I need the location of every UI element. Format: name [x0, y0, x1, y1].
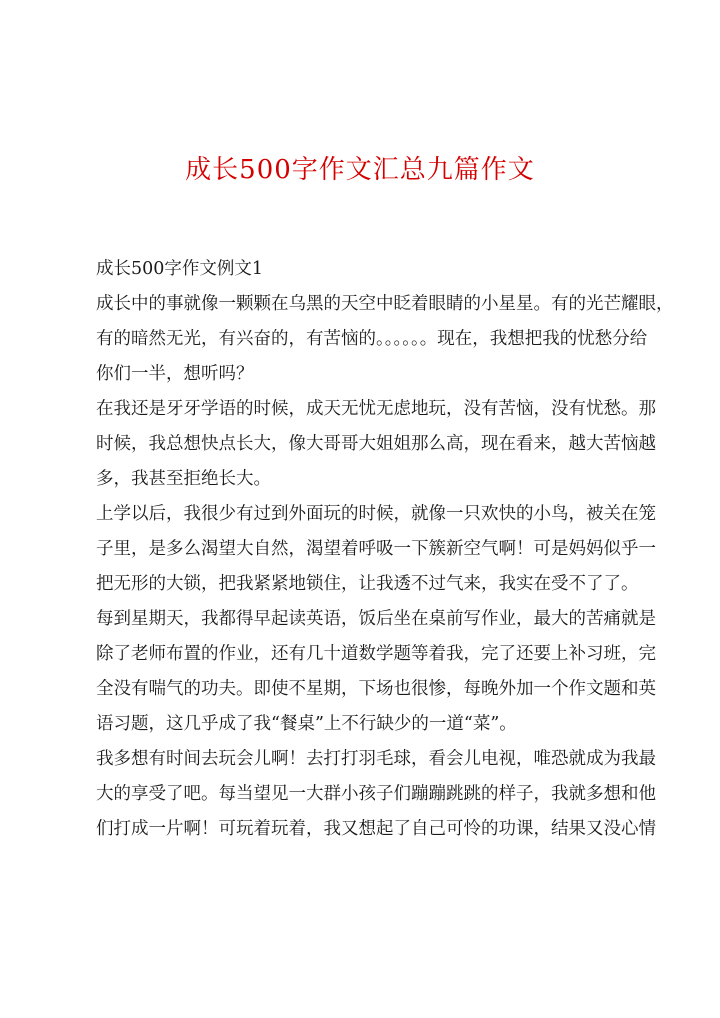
text-line: 在我还是牙牙学语的时候，成天无忧无虑地玩，没有苦恼，没有忧愁。那 — [96, 399, 656, 419]
text-line: 全没有喘气的功夫。即使不星期，下场也很惨，每晚外加一个作文题和英 — [96, 679, 656, 699]
text-line: 成长中的事就像一颗颗在乌黑的天空中眨着眼睛的小星星。有的光芒耀眼， — [96, 294, 674, 314]
text-line: 除了老师布置的作业，还有几十道数学题等着我，完了还要上补习班，完 — [96, 644, 656, 664]
text-line: 大的享受了吧。每当望见一大群小孩子们蹦蹦跳跳的样子，我就多想和他 — [96, 784, 656, 804]
text-line: 多，我甚至拒绝长大。 — [96, 469, 271, 489]
text-line: 语习题，这几乎成了我“餐桌”上不行缺少的一道“菜”。 — [96, 714, 517, 734]
text-line: 上学以后，我很少有过到外面玩的时候，就像一只欢快的小鸟，被关在笼 — [96, 504, 656, 524]
text-line: 我多想有时间去玩会儿啊！去打打羽毛球，看会儿电视，唯恐就成为我最 — [96, 749, 656, 769]
text-line: 每到星期天，我都得早起读英语，饭后坐在桌前写作业，最大的苦痛就是 — [96, 609, 656, 629]
document-body — [96, 252, 674, 847]
text-line: 时候，我总想快点长大，像大哥哥大姐姐那么高，现在看来，越大苦恼越 — [96, 434, 656, 454]
text-line: 成长500字作文例文1 — [96, 259, 264, 279]
document-title: 成长500字作文汇总九篇作文 — [185, 155, 535, 185]
text-line: 有的暗然无光，有兴奋的，有苦恼的。。。。。。现在，我想把我的忧愁分给 — [96, 329, 648, 349]
text-line: 把无形的大锁，把我紧紧地锁住，让我透不过气来，我实在受不了了。 — [96, 574, 639, 594]
text-line: 们打成一片啊！可玩着玩着，我又想起了自己可怜的功课，结果又没心情 — [96, 819, 656, 839]
text-line: 你们一半，想听吗？ — [96, 364, 254, 384]
text-line: 子里，是多么渴望大自然，渴望着呼吸一下簇新空气啊！可是妈妈似乎一 — [96, 539, 656, 559]
